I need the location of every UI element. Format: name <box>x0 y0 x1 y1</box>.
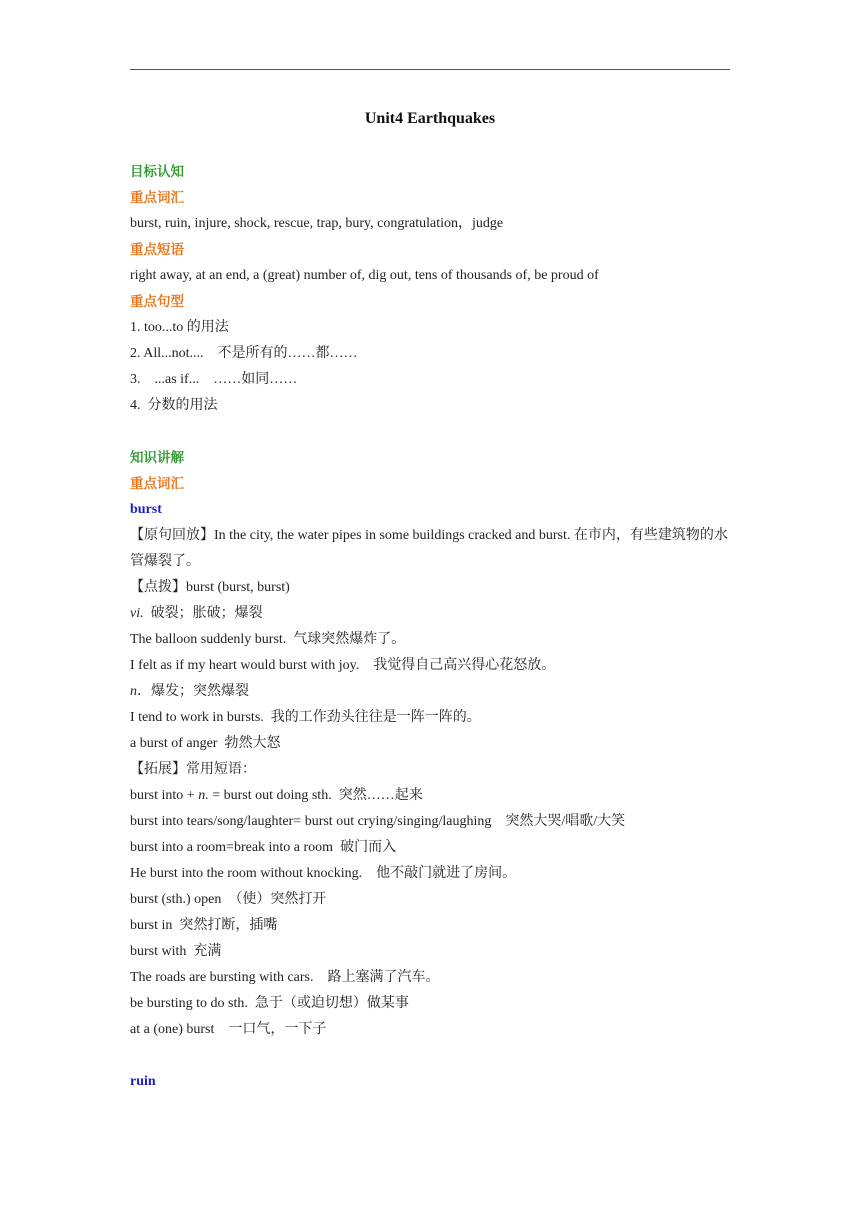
example-2: I felt as if my heart would burst with joy. 我觉得自己高兴得心花怒放。 <box>130 658 556 673</box>
tip-label: 【点拨】 <box>130 580 186 595</box>
tip-text: burst (burst, burst) <box>186 580 290 595</box>
expand-label: 【拓展】常用短语： <box>130 762 256 777</box>
phrases-heading: 重点短语 <box>130 242 184 258</box>
example-1: The balloon suddenly burst. 气球突然爆炸了。 <box>130 632 406 647</box>
sentence-item: 4. 分数的用法 <box>130 398 218 413</box>
sentence-item: 3. ...as if... ……如同…… <box>130 372 298 387</box>
vocab-heading: 重点词汇 <box>130 190 184 206</box>
vi-meaning: 破裂；胀破；爆裂 <box>143 606 263 621</box>
page-title: Unit4 Earthquakes <box>364 110 496 127</box>
pos-n: n <box>130 684 137 699</box>
original-label: 【原句回放】 <box>130 528 214 543</box>
word-burst: burst <box>130 502 162 517</box>
phrase-6: burst in 突然打断，插嘴 <box>130 918 278 933</box>
phrase-4: He burst into the room without knocking. 他不敲门就进了房间。 <box>130 866 517 881</box>
spacer <box>130 1043 734 1069</box>
header-rule <box>130 69 730 70</box>
n-meaning: ．爆发；突然爆裂 <box>137 684 249 699</box>
word-ruin: ruin <box>130 1074 156 1089</box>
sentence-item: 1. too...to 的用法 <box>130 320 229 335</box>
sentences-heading: 重点句型 <box>130 294 184 310</box>
phrase-9: be bursting to do sth. 急于（或迫切想）做某事 <box>130 996 409 1011</box>
knowledge-heading: 知识讲解 <box>130 450 184 466</box>
phrase-1-a: burst into + <box>130 788 199 803</box>
pos-vi: vi. <box>130 606 144 621</box>
vi-meaning-line <box>130 601 734 627</box>
phrase-2: burst into tears/song/laughter= burst out crying/singing/laughing 突然大哭/唱歌/大笑 <box>130 814 626 829</box>
example-3: I tend to work in bursts. 我的工作劲头往往是一阵一阵的。 <box>130 710 481 725</box>
tip-line <box>130 575 734 601</box>
document-body <box>130 159 734 1095</box>
goals-heading: 目标认知 <box>130 164 184 180</box>
n-meaning-line <box>130 679 734 705</box>
vocab-list: burst, ruin, injure, shock, rescue, trap, bury, congratulation，judge <box>130 216 504 231</box>
spacer <box>130 419 734 445</box>
phrases-list: right away, at an end, a (great) number of, dig out, tens of thousands of, be proud of <box>130 268 599 283</box>
phrase-10: at a (one) burst 一口气，一下子 <box>130 1022 327 1037</box>
example-4: a burst of anger 勃然大怒 <box>130 736 281 751</box>
vocab-heading-2: 重点词汇 <box>130 476 184 492</box>
phrase-3: burst into a room=break into a room 破门而入 <box>130 840 397 855</box>
phrase-8: The roads are bursting with cars. 路上塞满了汽车。 <box>130 970 440 985</box>
phrase-1-n: n. <box>198 788 209 803</box>
phrase-1-b: = burst out doing sth. 突然……起来 <box>208 788 423 803</box>
phrase-5: burst (sth.) open （使）突然打开 <box>130 892 327 907</box>
phrase-7: burst with 充满 <box>130 944 222 959</box>
sentence-item: 2. All...not.... 不是所有的……都…… <box>130 346 358 361</box>
phrase-1 <box>130 783 734 809</box>
original-sentence <box>130 523 734 575</box>
original-text: In the city, the water pipes in some buildings cracked and burst. 在市内，有些建筑物的水管爆裂了。 <box>130 528 728 569</box>
